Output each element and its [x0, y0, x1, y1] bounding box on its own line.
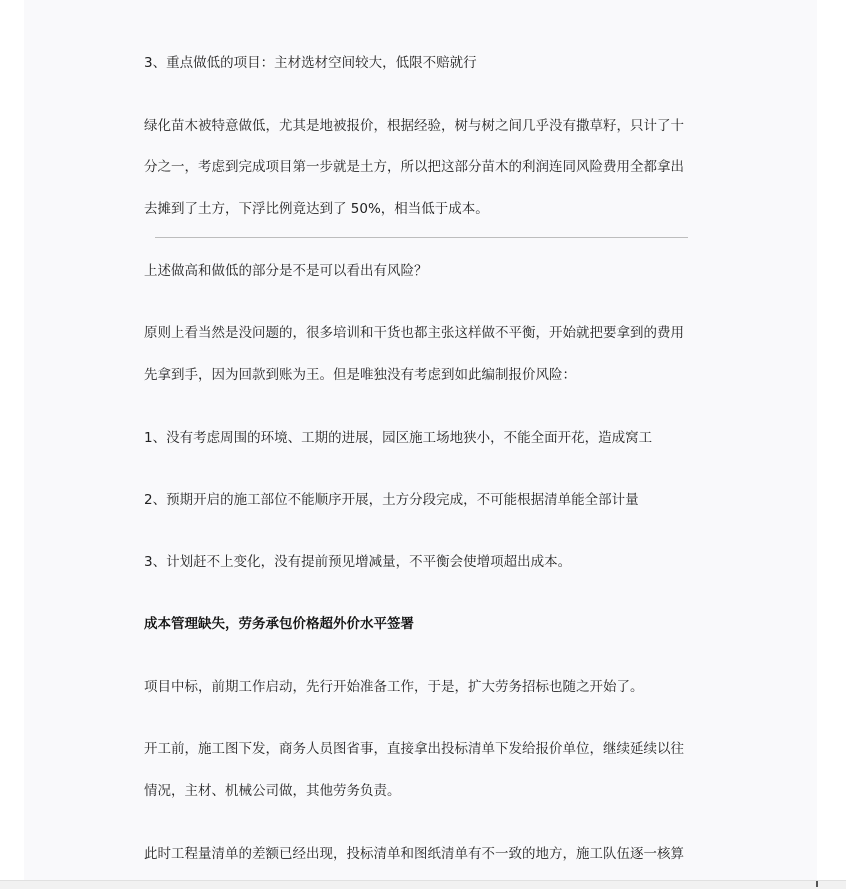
paragraph-principle-line-2: 先拿到手，因为回款到账为王。但是唯独没有考虑到如此编制报价风险：: [144, 367, 576, 383]
horizontal-divider: [155, 237, 688, 238]
paragraph-greening-line-3: 去摊到了土方，下浮比例竟达到了 50%，相当低于成本。: [144, 201, 489, 217]
paragraph-item-3-low: 3、重点做低的项目：主材选材空间较大，低限不赔就行: [144, 55, 477, 71]
list-item-risk-2: 2、预期开启的施工部位不能顺序开展，土方分段完成，不可能根据清单能全部计量: [144, 492, 639, 508]
paragraph-greening-line-2: 分之一，考虑到完成项目第一步就是土方，所以把这部分苗木的利润连同风险费用全都拿出: [144, 159, 684, 175]
paragraph-greening-line-1: 绿化苗木被特意做低，尤其是地被报价，根据经验，树与树之间几乎没有撒草籽，只计了十: [144, 118, 684, 134]
list-item-risk-1: 1、没有考虑周围的环境、工期的进展，园区施工场地狭小，不能全面开花，造成窝工: [144, 430, 653, 446]
paragraph-before-start-line-1: 开工前，施工图下发，商务人员图省事，直接拿出投标清单下发给报价单位，继续延续以往: [144, 741, 684, 757]
paragraph-before-start-line-2: 情况，主材、机械公司做，其他劳务负责。: [144, 783, 401, 799]
paragraph-bid-won: 项目中标，前期工作启动，先行开始准备工作，于是，扩大劳务招标也随之开始了。: [144, 679, 644, 695]
paragraph-risk-question: 上述做高和做低的部分是不是可以看出有风险？: [144, 263, 428, 279]
scrollbar-marker[interactable]: [816, 881, 818, 887]
paragraph-quantity-difference: 此时工程量清单的差额已经出现，投标清单和图纸清单有不一致的地方，施工队伍逐一核算: [144, 846, 684, 862]
section-heading: 成本管理缺失，劳务承包价格超外价水平签署: [144, 616, 414, 632]
list-item-risk-3: 3、计划赶不上变化，没有提前预见增减量，不平衡会使增项超出成本。: [144, 554, 572, 570]
paragraph-principle-line-1: 原则上看当然是没问题的，很多培训和干货也都主张这样做不平衡，开始就把要拿到的费用: [144, 325, 684, 341]
